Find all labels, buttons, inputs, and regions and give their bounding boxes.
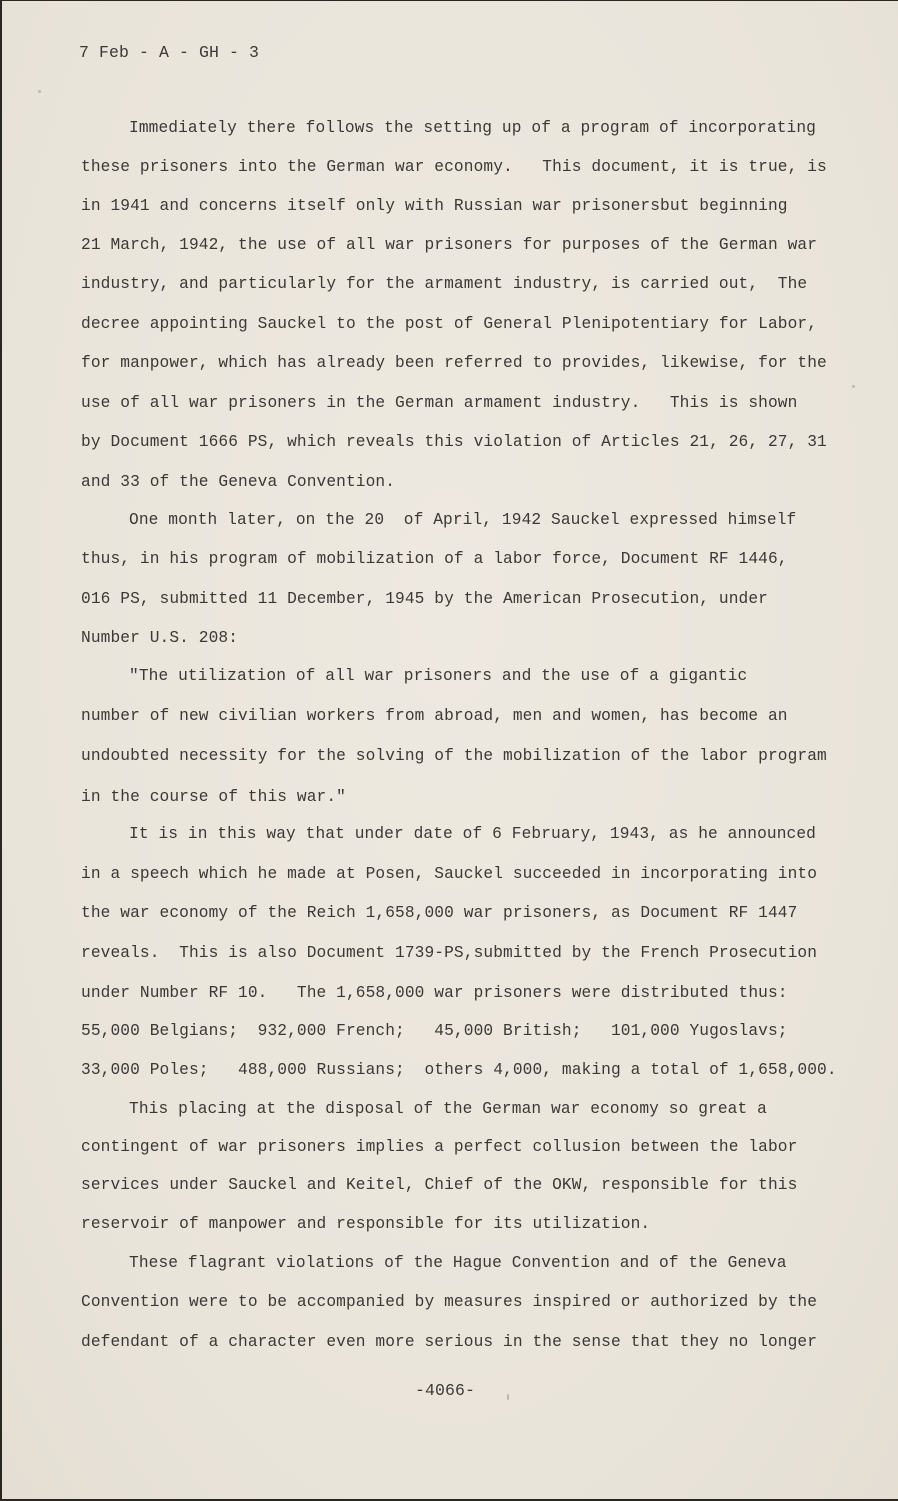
quote-line: undoubted necessity for the solving of the mobilization of the labor program [81, 747, 827, 765]
text-line: Immediately there follows the setting up of a program of incorporating [129, 119, 816, 137]
text-line: these prisoners into the German war economy. This document, it is true, is [81, 158, 827, 176]
page-number [2, 1381, 898, 1400]
document-header: 7 Feb - A - GH - 3 [79, 43, 260, 62]
quote-line: in the course of this war." [81, 788, 346, 806]
text-line: 33,000 Poles; 488,000 Russians; others 4,000, making a total of 1,658,000. [81, 1061, 837, 1079]
text-line: It is in this way that under date of 6 February, 1943, as he announced [129, 825, 816, 843]
text-line: thus, in his program of mobilization of a labor force, Document RF 1446, [81, 550, 788, 568]
text-line: industry, and particularly for the armament industry, is carried out, The [81, 275, 808, 293]
text-line: Convention were to be accompanied by measures inspired or authorized by the [81, 1293, 818, 1311]
text-line: and 33 of the Geneva Convention. [81, 473, 396, 491]
text-line: This placing at the disposal of the German war economy so great a [129, 1100, 767, 1118]
text-line: contingent of war prisoners implies a perfect collusion between the labor [81, 1138, 798, 1156]
text-line: decree appointing Sauckel to the post of General Plenipotentiary for Labor, [81, 315, 818, 333]
paper-speck [852, 385, 855, 388]
text-line: defendant of a character even more serious in the sense that they no longer [81, 1333, 818, 1351]
text-line: in a speech which he made at Posen, Sauckel succeeded in incorporating into [81, 865, 818, 883]
text-line: These flagrant violations of the Hague Convention and of the Geneva [129, 1254, 787, 1272]
text-line: 55,000 Belgians; 932,000 French; 45,000 British; 101,000 Yugoslavs; [81, 1022, 788, 1040]
text-line: the war economy of the Reich 1,658,000 war prisoners, as Document RF 1447 [81, 904, 798, 922]
paper-speck [507, 1394, 509, 1400]
text-line: under Number RF 10. The 1,658,000 war prisoners were distributed thus: [81, 984, 788, 1002]
text-line: 21 March, 1942, the use of all war prisoners for purposes of the German war [81, 236, 818, 254]
text-line: by Document 1666 PS, which reveals this violation of Articles 21, 26, 27, 31 [81, 433, 827, 451]
text-line: reveals. This is also Document 1739-PS,submitted by the French Prosecution [81, 944, 818, 962]
page-number-text: -4066- [414, 1381, 475, 1400]
text-line: in 1941 and concerns itself only with Russian war prisonersbut beginning [81, 197, 788, 215]
text-line: One month later, on the 20 of April, 1942 Sauckel expressed himself [129, 511, 797, 529]
text-line: for manpower, which has already been referred to provides, likewise, for the [81, 354, 827, 372]
document-page [2, 1, 898, 1499]
paper-speck [38, 90, 41, 93]
quote-line: "The utilization of all war prisoners and the use of a gigantic [129, 667, 748, 685]
text-line: use of all war prisoners in the German armament industry. This is shown [81, 394, 798, 412]
quote-line: number of new civilian workers from abroad, men and women, has become an [81, 707, 788, 725]
text-line: reservoir of manpower and responsible for its utilization. [81, 1215, 651, 1233]
text-line: services under Sauckel and Keitel, Chief of the OKW, responsible for this [81, 1176, 798, 1194]
text-line: Number U.S. 208: [81, 629, 239, 647]
text-line: 016 PS, submitted 11 December, 1945 by the American Prosecution, under [81, 590, 768, 608]
